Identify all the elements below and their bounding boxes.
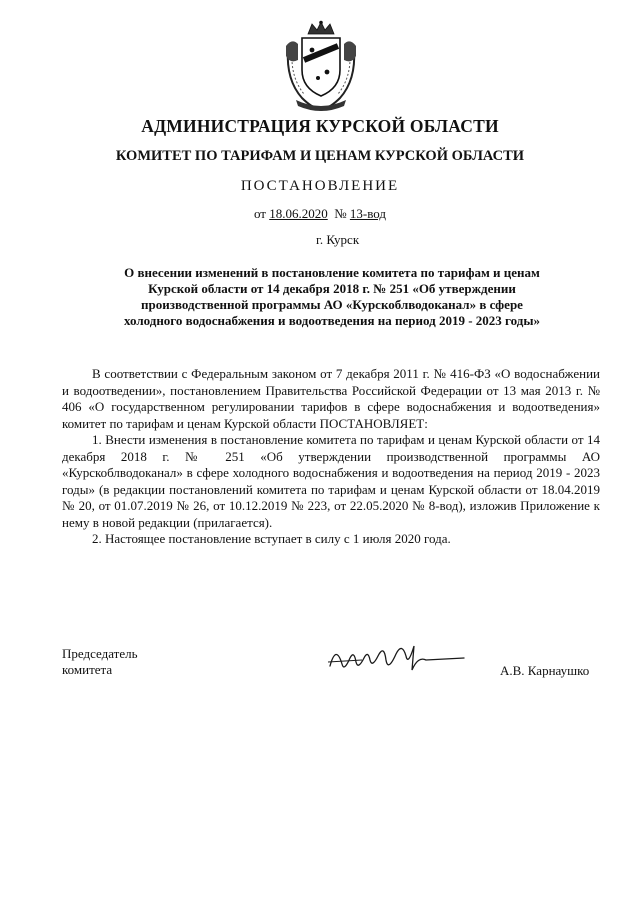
- committee-title: КОМИТЕТ ПО ТАРИФАМ И ЦЕНАМ КУРСКОЙ ОБЛАСТИ: [115, 148, 525, 164]
- handwritten-signature: [326, 636, 466, 684]
- document-title: [82, 265, 582, 329]
- document-number: 13-вод: [349, 206, 387, 221]
- number-prefix: №: [334, 206, 347, 221]
- coat-of-arms-icon: [282, 20, 360, 112]
- title-line: производственной программы АО «Курскоблводоканал» в сфере: [141, 297, 523, 312]
- preamble-paragraph: В соответствии с Федеральным законом от 7 декабря 2011 г. № 416-ФЗ «О водоснабжении и водоотведении», постановлением Правительства Российской Федерации от 13 мая 2013 г. № 406 «О государственном регулировании тарифов в сфере водоснабжения и водоотведения» комитет по тарифам и ценам Курской области ПОСТАНОВЛЯЕТ:: [62, 366, 600, 431]
- signer-position: [62, 646, 138, 678]
- title-line: холодного водоснабжения и водоотведения на период 2019 - 2023 годы»: [123, 313, 540, 328]
- document-type: ПОСТАНОВЛЕНИЕ: [240, 178, 400, 194]
- date-prefix: от: [253, 206, 266, 221]
- city: г. Курск: [316, 232, 360, 247]
- administration-title: АДМИНИСТРАЦИЯ КУРСКОЙ ОБЛАСТИ: [141, 116, 499, 136]
- document-date: 18.06.2020: [269, 206, 328, 221]
- title-line: Курской области от 14 декабря 2018 г. № 251 «Об утверждении: [148, 281, 516, 296]
- signer-position-line: Председатель: [62, 646, 138, 661]
- document-body: [62, 366, 600, 548]
- signer-name: А.В. Карнаушко: [500, 663, 590, 678]
- title-line: О внесении изменений в постановление комитета по тарифам и ценам: [124, 265, 540, 280]
- item-2-paragraph: 2. Настоящее постановление вступает в силу с 1 июля 2020 года.: [92, 531, 451, 546]
- date-number-line: [0, 206, 640, 222]
- signer-position-line: комитета: [62, 662, 113, 677]
- item-1-paragraph: 1. Внести изменения в постановление комитета по тарифам и ценам Курской области от 14 декабря 2018 г. № 251 «Об утверждении производственной программы АО «Курскоблводоканал» в сфере холодного водоснабжения и водоотведения на период 2019 - 2023 годы» (в редакции постановлений комитета по тарифам и ценам Курской области от 18.04.2019 № 20, от 01.07.2019 № 26, от 10.12.2019 № 223, от 22.05.2020 № 8-вод), изложив Приложение к нему в новой редакции (прилагается).: [62, 432, 600, 530]
